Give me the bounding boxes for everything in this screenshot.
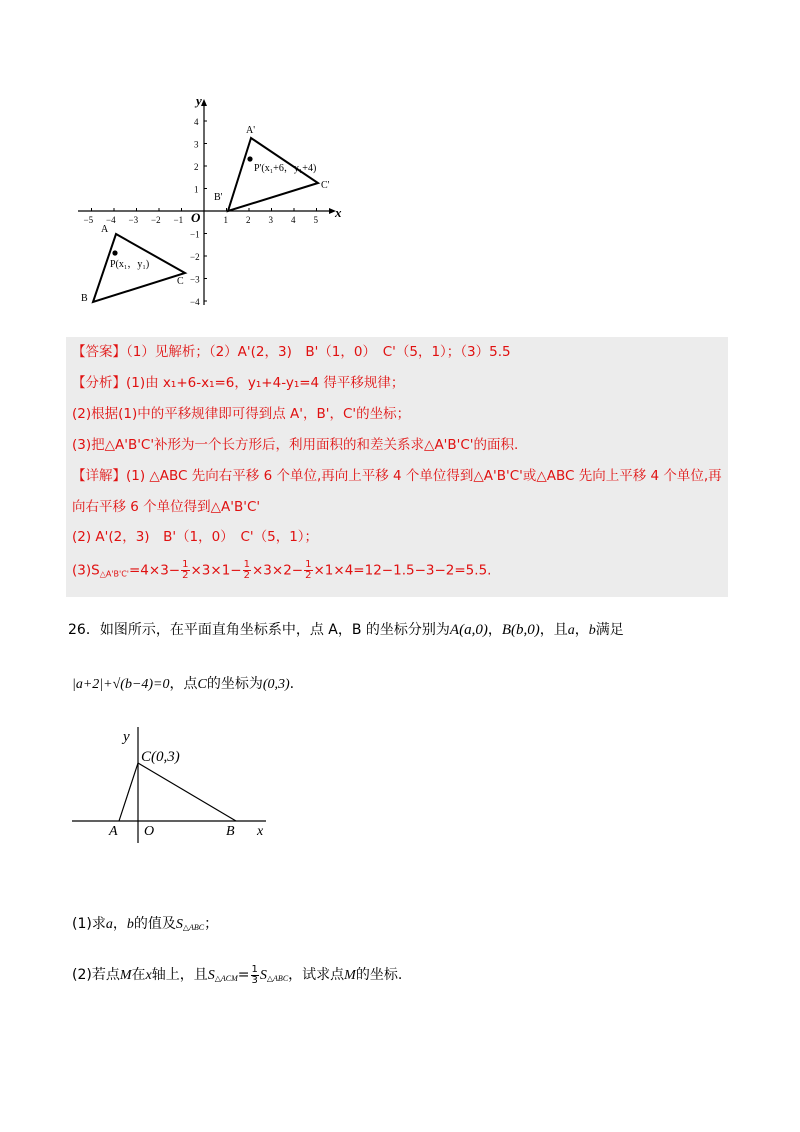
q26-prefix: 26．如图所示，在平面直角坐标系中，点 A，B 的坐标分别为 [68,622,450,638]
analysis-line-1 [72,373,404,393]
area-part-a: =4×3− [129,562,181,579]
q26-var-b: b [588,623,596,638]
fig1-x-tick-label: 2 [246,215,251,225]
fig2-b-label: B [226,824,235,839]
q26-mid: ，且 [539,622,568,638]
area-subscript: △A'B'C' [99,569,129,579]
sub2-fraction: $\frac{1}{3}$ [251,963,258,986]
triangle-a1b1c1 [228,138,318,211]
detail-tag: 【详解】 [72,468,126,484]
label-a1: A' [246,125,256,136]
analysis-tag: 【分析】 [72,375,126,391]
q26-coord-c: (0,3) [262,677,290,692]
question-26-line-1 [68,619,624,639]
sub1-s: S [175,917,183,932]
q26-coord-a: A(a,0) [449,622,488,638]
fig1-y-arrow [201,99,207,106]
sub2-mid1: 在 [131,967,146,983]
fig1-x-tick-label: 3 [268,215,273,225]
answer-tag: 【答案】 [72,344,126,360]
sub2-x: x [145,968,152,983]
fig1-y-tick-label: 3 [194,139,199,150]
analysis-line-2: (2)根据(1)中的平移规律即可得到点 A'，B'，C'的坐标； [72,406,411,422]
label-b1: B' [214,192,223,203]
label-b: B [81,293,88,304]
fig1-x-tick-label: −2 [151,215,161,225]
area-part-b: ×3×1− [190,562,242,579]
fig1-y-tick-label: 4 [194,117,199,127]
fig1-x-tick-label: −3 [128,215,139,225]
fig2-c-label: C(0,3) [141,749,180,765]
fig1-y-tick-label: 1 [194,184,199,195]
sub1-prefix: (1)求 [72,916,106,932]
detail-line-4 [72,560,491,585]
sub1-suffix: ； [204,916,219,932]
q26-line2-mid: ，点 [169,676,198,692]
fig1-y-tick-label: −3 [190,274,200,285]
analysis-line-3: (3)把△A'B'C'补形为一个长方形后，利用面积的和差关系求△A'B'C'的面积. [72,437,519,453]
detail-line-3: (2) A'(2，3) B'（1，0） C'（5，1）； [72,529,319,545]
sub2-s2-sub: △ABC [266,974,289,983]
sub2-prefix: (2)若点 [72,967,120,983]
fig1-x-tick-label: −1 [173,215,184,225]
fraction-half-3: $\frac{1}{2}$ [305,559,312,581]
fig1-ticks [84,117,319,307]
sub2-m2: M [344,968,356,983]
area-part-d: ×1×4=12−1.5−3−2=5.5. [313,562,492,579]
fig1-x-label: x [335,205,342,220]
sub1-b: b [126,917,134,932]
point-p1 [247,156,252,161]
q26-sep: ， [487,622,502,638]
sub2-s1-sub: △ACM [214,974,238,983]
fig1-y-tick-label: −4 [190,297,200,307]
figure1-coordinate-plane [70,95,360,310]
sub-question-2 [72,964,402,986]
fig1-y-tick-label: −1 [190,229,200,240]
sub1-sep: ， [112,916,127,932]
label-c: C [177,276,184,287]
q26-var-a: a [567,623,575,638]
segment-cb [138,763,236,821]
detail-text: (1) △ABC 先向右平移 6 个单位,再向上平移 4 个单位得到△A'B'C'或△ABC 先向上平移 4 个单位,再 [126,468,722,484]
fig1-x-tick-label: −4 [106,215,116,225]
area-s: (3)S [72,562,100,579]
fig1-origin-label: O [191,210,201,225]
sub-question-1 [72,913,218,933]
fig2-a-label: A [109,824,118,839]
q26-coord-b: B(b,0) [501,622,540,638]
label-p1: P'(x₁+6，y₁+4) [254,163,317,174]
fraction-half-1: $\frac{1}{2}$ [182,559,189,581]
fig2-o-label: O [144,824,155,839]
fig1-x-tick-label: −5 [83,215,94,225]
label-p: P(x₁，y₁) [110,259,150,270]
detail-line-1 [72,466,722,486]
sub2-m: M [119,968,132,983]
sub1-a: a [105,917,113,932]
detail-line-2: 向右平移 6 个单位得到△A'B'C' [72,499,261,515]
fig1-x-tick-label: 1 [223,215,228,225]
q26-period: . [289,676,295,692]
sub1-mid: 的值及 [133,916,176,932]
sub1-s-sub: △ABC [182,923,205,932]
q26-suffix: 满足 [595,622,624,638]
fig2-x-label: x [257,824,264,839]
answer-line-1 [72,342,511,362]
label-c1: C' [321,180,330,191]
fig1-x-tick-label: 4 [291,215,296,225]
sub2-s1: S [207,968,215,983]
question-26-line-2 [72,673,294,693]
analysis-text: (1)由 x₁+6-x₁=6，y₁+4-y₁=4 得平移规律； [126,375,405,391]
area-part-c: ×3×2− [252,562,304,579]
q26-sep2: ， [574,622,589,638]
sub2-mid2: 轴上，且 [151,967,208,983]
fig1-y-label: y [196,95,202,108]
answer-text: （1）见解析；（2）A'(2，3) B'（1，0） C'（5，1）；（3）5.5 [126,344,511,360]
label-a: A [101,224,109,235]
segment-ac [119,763,138,821]
fig2-y-label: y [123,729,130,745]
fig1-y-tick-label: −2 [190,252,200,262]
figure2-triangle-diagram [66,725,286,845]
fraction-half-2: $\frac{1}{2}$ [243,559,250,581]
sub2-eq: = [237,967,250,983]
sub2-suffix: 的坐标. [355,967,403,983]
point-p [112,250,117,255]
q26-line2-mid2: 的坐标为 [206,676,263,692]
q26-var-c: C [197,677,207,692]
q26-equation: |a+2|+√(b−4)=0 [72,677,170,692]
sub2-mid3: ，试求点 [288,967,345,983]
sub2-s2: S [259,968,267,983]
fig1-y-tick-label: 2 [194,162,199,172]
fig1-x-tick-label: 5 [313,215,318,225]
